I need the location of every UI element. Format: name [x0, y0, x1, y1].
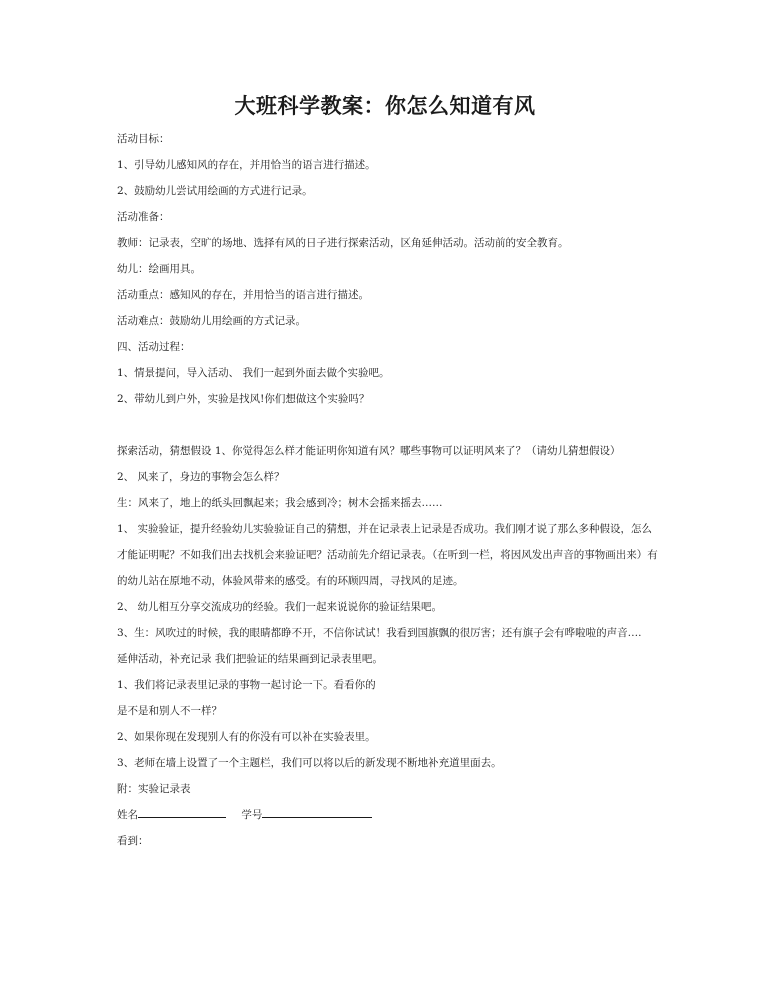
- paragraph-line: 1、情景提问，导入活动、 我们一起到外面去做个实验吧。: [117, 367, 390, 379]
- paragraph-line: 教师：记录表，空旷的场地、选择有风的日子进行探索活动，区角延伸活动。活动前的安全教育。: [117, 237, 569, 249]
- paragraph-line: 3、生：风吹过的时候，我的眼睛都睁不开，不信你试试！我看到国旗飘的很厉害；还有旗子会有哗啦啦的声音….: [117, 627, 642, 639]
- paragraph-line: 活动难点：鼓励幼儿用绘画的方式记录。: [117, 315, 306, 327]
- record-form-fields: [117, 802, 662, 828]
- number-label: 学号: [241, 809, 263, 821]
- paragraph-line: 2、如果你现在发现别人有的你没有可以补在实验表里。: [117, 731, 376, 743]
- paragraph-gap: [117, 412, 662, 438]
- number-blank-line: [262, 805, 372, 818]
- paragraph-line: 1、引导幼儿感知风的存在，并用恰当的语言进行描述。: [117, 159, 376, 171]
- seen-label: 看到：: [117, 835, 149, 847]
- paragraph-line: 3、老师在墙上设置了一个主题栏，我们可以将以后的新发现不断地补充道里面去。: [117, 757, 502, 769]
- paragraph-line: 2、带幼儿到户外，实验是找风!你们想做这个实验吗？: [117, 393, 370, 405]
- document-body: [117, 126, 662, 854]
- paragraph-line: 活动重点：感知风的存在，并用恰当的语言进行描述。: [117, 289, 369, 301]
- paragraph-line: 生：风来了，地上的纸头回飘起来；我会感到冷；树木会摇来摇去……: [117, 497, 443, 509]
- paragraph-line: 幼儿：绘画用具。: [117, 263, 201, 275]
- name-blank-line: [138, 805, 226, 818]
- body-section-2: [117, 438, 662, 802]
- paragraph-line: 活动准备：: [117, 211, 170, 223]
- paragraph-line: 延伸活动，补充记录 我们把验证的结果画到记录表里吧。: [117, 653, 383, 665]
- document-title: 大班科学教案：你怎么知道有风: [234, 93, 536, 118]
- paragraph-line: 是不是和别人不一样？: [117, 705, 222, 717]
- paragraph-line: 附：实验记录表: [117, 783, 191, 795]
- paragraph-line: 2、 幼儿相互分享交流成功的经验。我们一起来说说你的验证结果吧。: [117, 601, 443, 613]
- paragraph-line: 2、鼓励幼儿尝试用绘画的方式进行记录。: [117, 185, 313, 197]
- body-section-1: [117, 126, 662, 412]
- paragraph-line: 1、我们将记录表里记录的事物一起讨论一下。看看你的: [117, 679, 376, 691]
- name-label: 姓名: [117, 809, 138, 821]
- paragraph-line: 活动目标：: [117, 133, 170, 145]
- paragraph-line: 2、 风来了，身边的事物会怎么样？: [117, 471, 285, 483]
- paragraph-line: 探索活动，猜想假设 1、你觉得怎么样才能证明你知道有风？哪些事物可以证明风来了？（请幼儿猜想假设）: [117, 445, 621, 457]
- paragraph-line: 四、活动过程：: [117, 341, 191, 353]
- paragraph-line: 1、 实验验证，提升经验幼儿实验验证自己的猜想，并在记录表上记录是否成功。我们刚才说了那么多种假设，怎么才能证明呢？不如我们出去找机会来验证吧？活动前先介绍记录表。（在听到一栏，将因风发出声音的事物画出来）有的幼儿站在原地不动，体验风带来的感受。有的环顾四周，寻找风的足迹。: [117, 523, 658, 587]
